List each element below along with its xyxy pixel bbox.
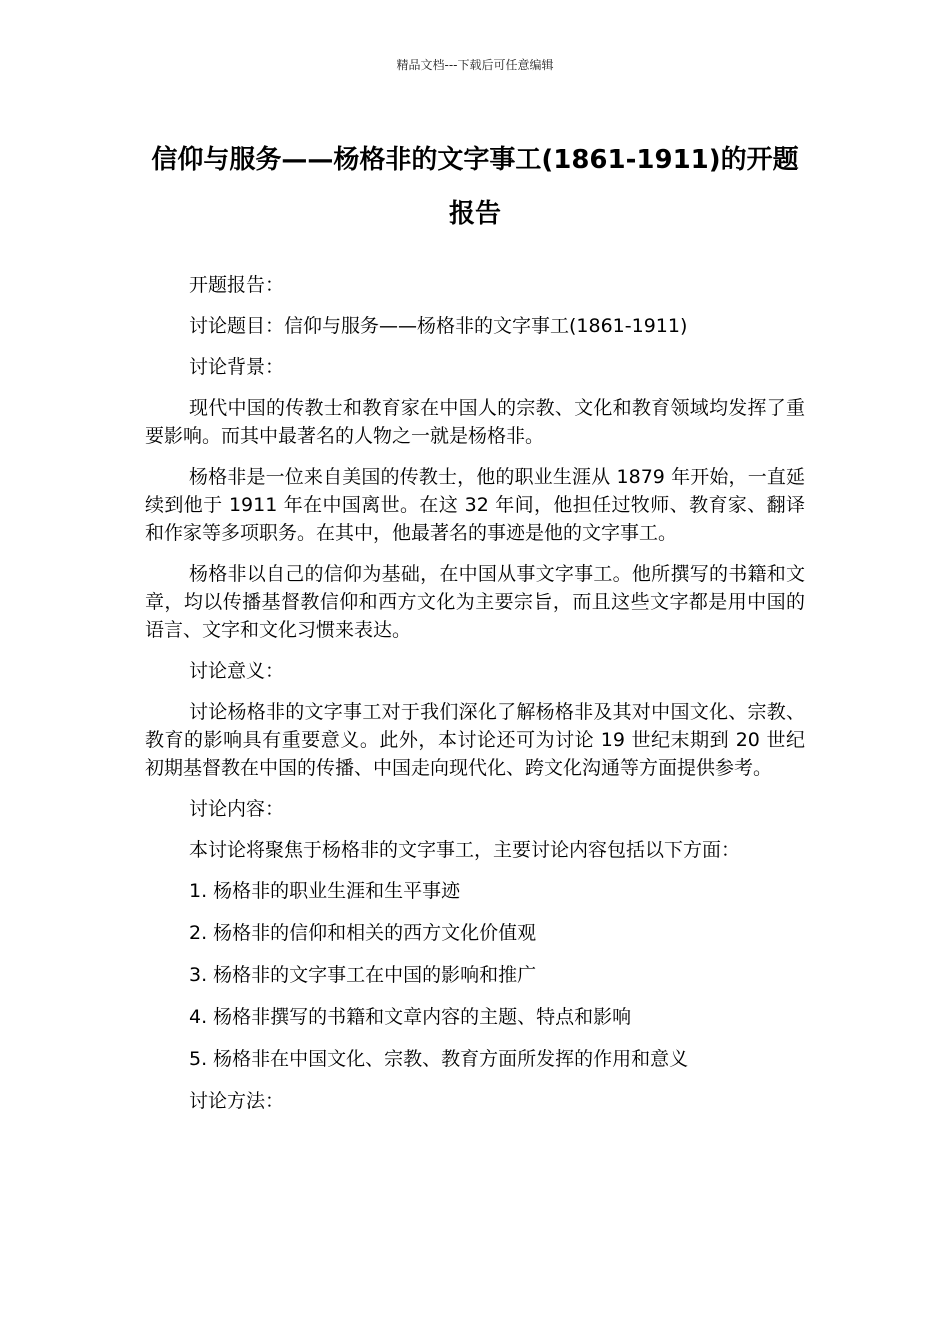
- topic-line: 讨论题目：信仰与服务——杨格非的文字事工(1861-1911): [189, 315, 688, 337]
- report-label: 开题报告：: [189, 274, 285, 296]
- list-item: 2. 杨格非的信仰和相关的西方文化价值观: [189, 922, 537, 944]
- background-label: 讨论背景：: [189, 356, 285, 378]
- document-body: [145, 271, 805, 1128]
- background-paragraph-3: 杨格非以自己的信仰为基础，在中国从事文字事工。他所撰写的书籍和文章，均以传播基督教信仰和西方文化为主要宗旨，而且这些文字都是用中国的语言、文字和文化习惯来表达。: [145, 563, 805, 641]
- background-paragraph-2: 杨格非是一位来自美国的传教士，他的职业生涯从 1879 年开始，一直延续到他于 1911 年在中国离世。在这 32 年间，他担任过牧师、教育家、翻译和作家等多项职务。在其中，他最著名的事迹是他的文字事工。: [145, 466, 805, 544]
- significance-label: 讨论意义：: [189, 660, 285, 682]
- list-item: 3. 杨格非的文字事工在中国的影响和推广: [189, 964, 537, 986]
- list-item: 4. 杨格非撰写的书籍和文章内容的主题、特点和影响: [189, 1006, 632, 1028]
- content-label: 讨论内容：: [189, 798, 285, 820]
- content-intro: 本讨论将聚焦于杨格非的文字事工，主要讨论内容包括以下方面：: [189, 839, 741, 861]
- method-label: 讨论方法：: [189, 1090, 285, 1112]
- list-item: 5. 杨格非在中国文化、宗教、教育方面所发挥的作用和意义: [189, 1048, 689, 1070]
- document-title: 信仰与服务——杨格非的文字事工(1861-1911)的开题报告: [151, 145, 799, 229]
- significance-paragraph: 讨论杨格非的文字事工对于我们深化了解杨格非及其对中国文化、宗教、教育的影响具有重要意义。此外，本讨论还可为讨论 19 世纪末期到 20 世纪初期基督教在中国的传播、中国走向现代化、跨文化沟通等方面提供参考。: [145, 701, 805, 779]
- background-paragraph-1: 现代中国的传教士和教育家在中国人的宗教、文化和教育领域均发挥了重要影响。而其中最著名的人物之一就是杨格非。: [145, 397, 805, 447]
- header-note: 精品文档---下载后可任意编辑: [396, 58, 554, 72]
- list-item: 1. 杨格非的职业生涯和生平事迹: [189, 880, 461, 902]
